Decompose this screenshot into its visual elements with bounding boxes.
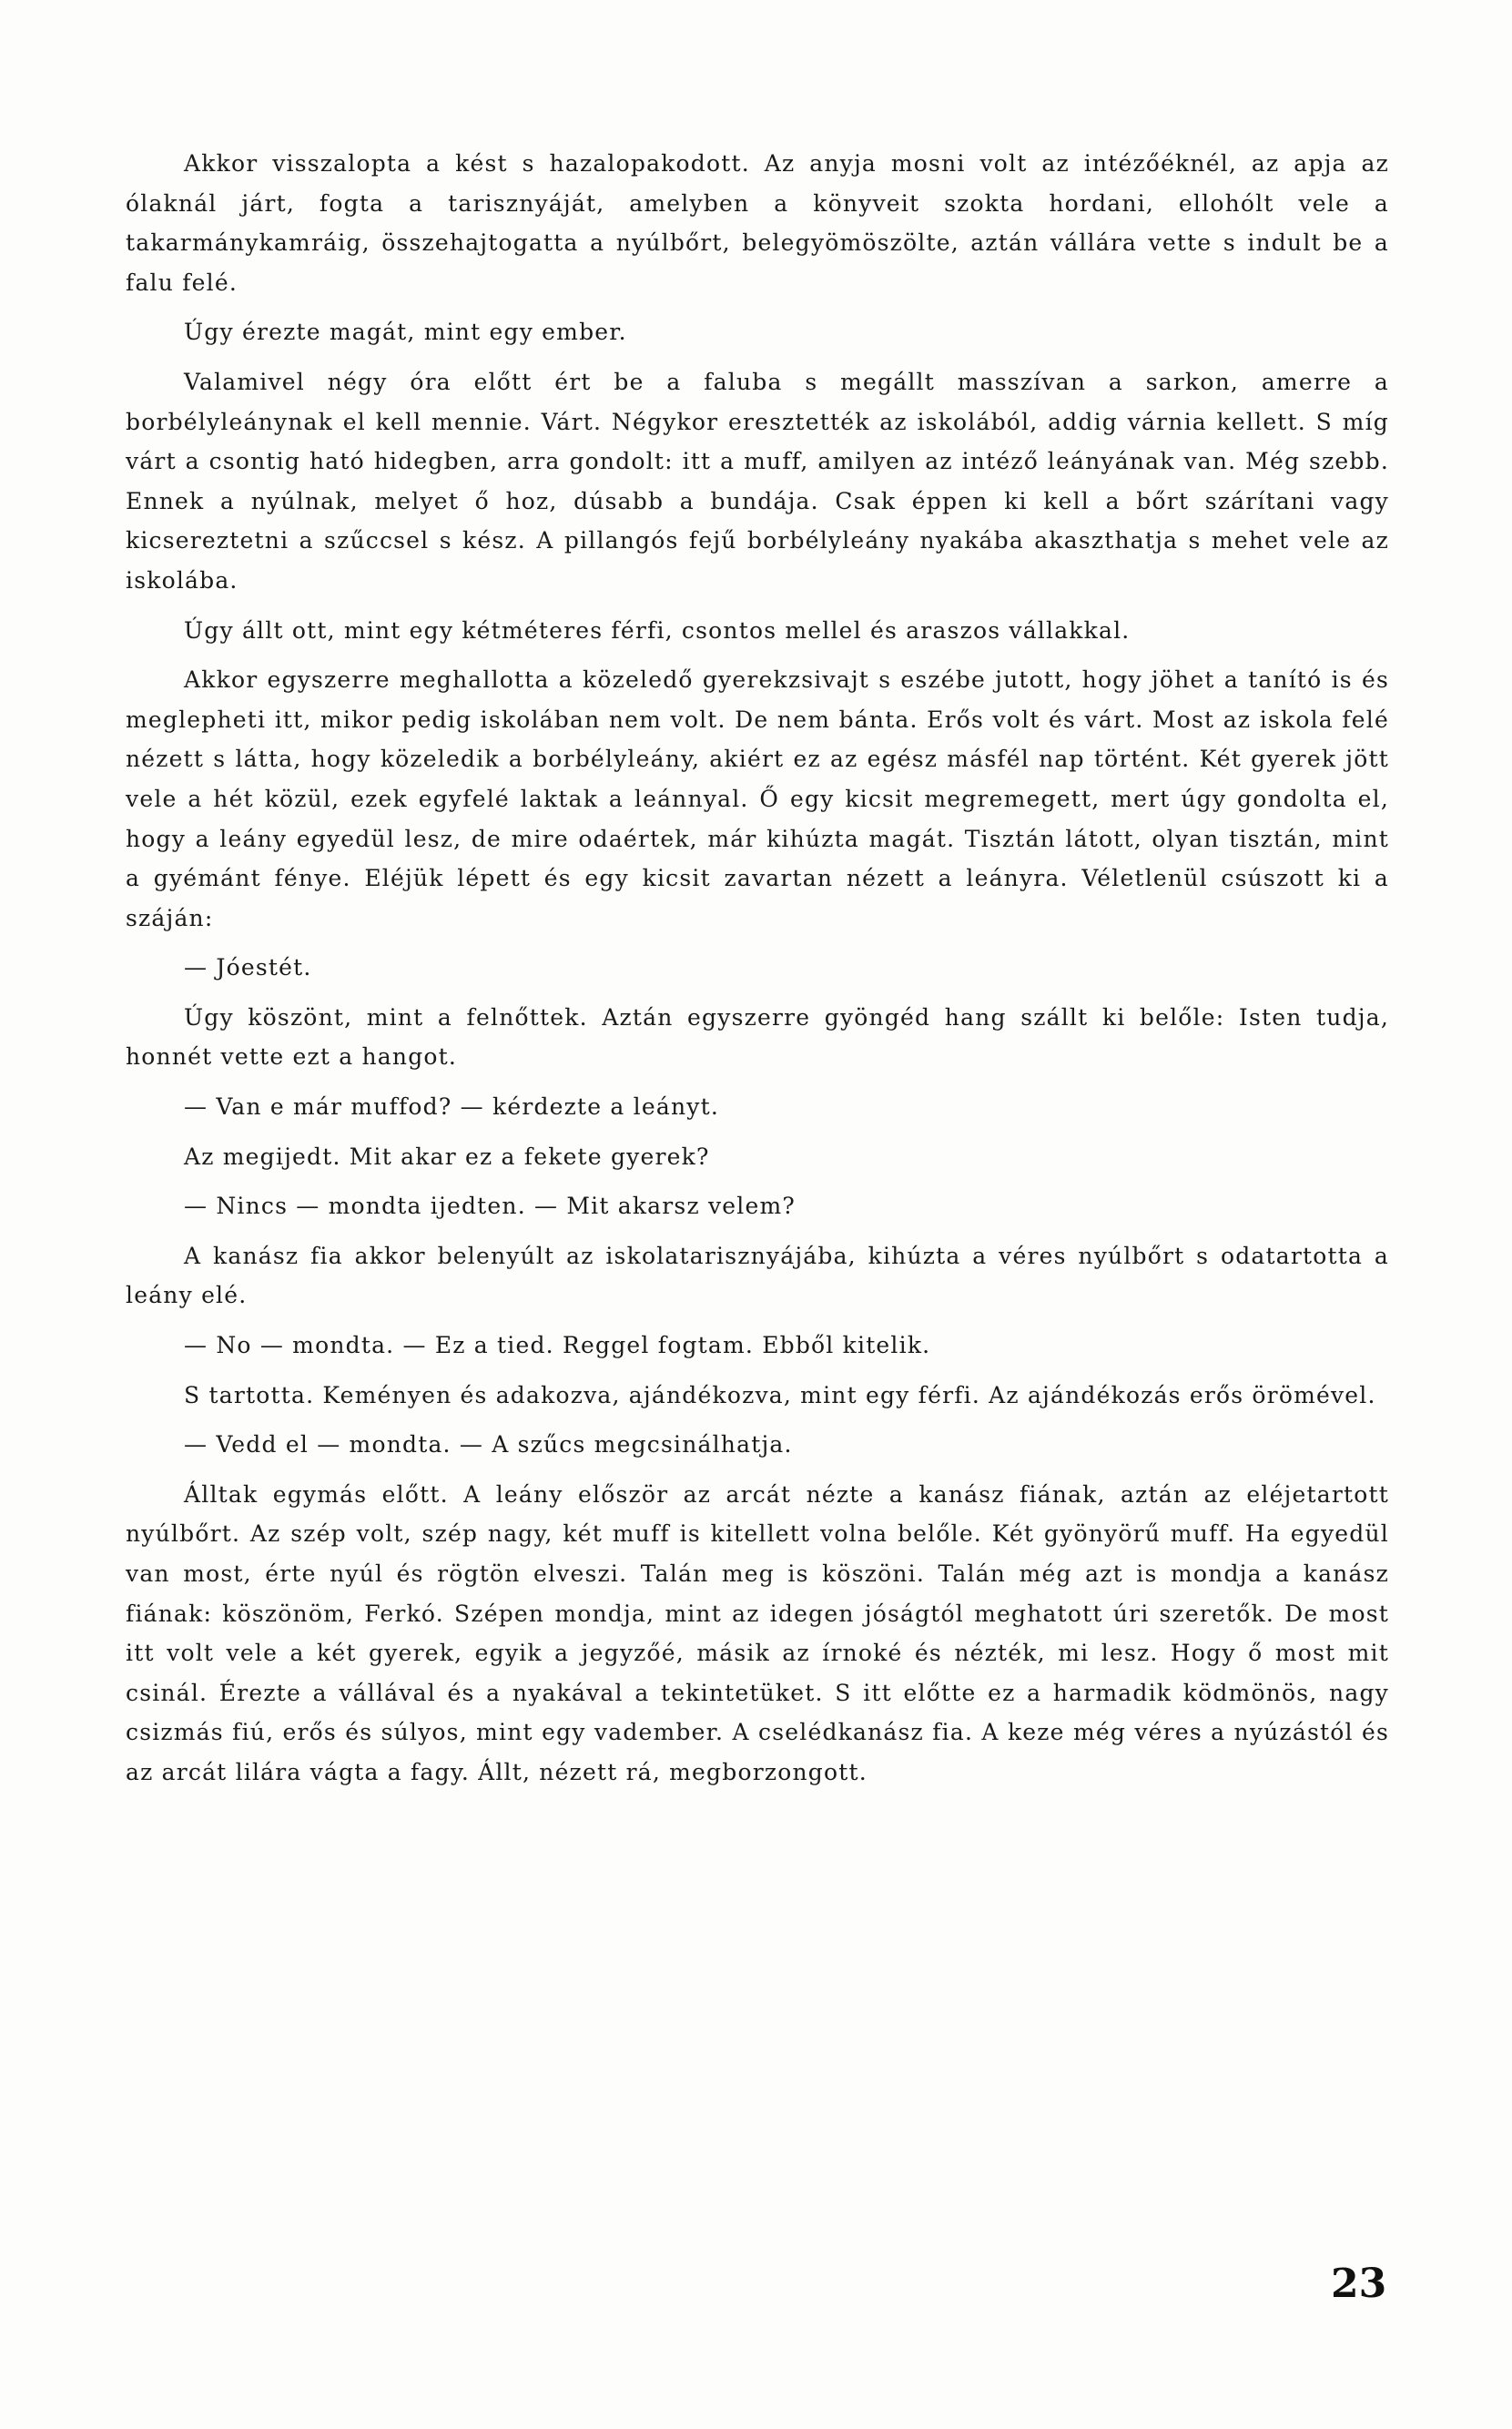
paragraph: Akkor egyszerre meghallotta a közeledő gyerekzsivajt s eszébe jutott, hogy jöhet a tanító is és meglepheti itt, mikor pedig iskolában nem volt. De nem bánta. Erős volt és várt. Most az iskola felé nézett s látta, hogy közeledik a borbélyleány, akiért ez az egész másfél nap történt. Két gyerek jött vele a hét közül, ezek egyfelé laktak a leánnyal. Ő egy kicsit megremegett, mert úgy gondolta el, hogy a leány egyedül lesz, de mire odaértek, már kihúzta magát. Tisztán látott, olyan tisztán, mint a gyémánt fénye. Eléjük lépett és egy kicsit zavartan nézett a leányra. Véletlenül csúszott ki a száján: xyxy=(126,666,1389,931)
paragraph: — Nincs — mondta ijedten. — Mit akarsz velem? xyxy=(184,1193,796,1220)
paragraph: Úgy állt ott, mint egy kétméteres férfi, csontos mellel és araszos vállakkal. xyxy=(184,616,1131,644)
paragraph: Úgy érezte magát, mint egy ember. xyxy=(184,319,627,346)
body-text xyxy=(126,144,1389,1803)
paragraph: — Van e már muffod? — kérdezte a leányt. xyxy=(184,1093,719,1121)
paragraph: Az megijedt. Mit akar ez a fekete gyerek? xyxy=(184,1143,710,1170)
paragraph: — Vedd el — mondta. — A szűcs megcsinálhatja. xyxy=(184,1431,793,1458)
paragraph: A kanász fia akkor belenyúlt az iskolatarisznyájába, kihúzta a véres nyúlbőrt s odatartotta a leány elé. xyxy=(126,1242,1389,1309)
paragraph: — Jóestét. xyxy=(184,954,312,981)
paragraph: Úgy köszönt, mint a felnőttek. Aztán egyszerre gyöngéd hang szállt ki belőle: Isten tudja, honnét vette ezt a hangot. xyxy=(126,1003,1389,1071)
paragraph: Álltak egymás előtt. A leány először az arcát nézte a kanász fiának, aztán az eléjetartott nyúlbőrt. Az szép volt, szép nagy, két muff is kitellett volna belőle. Két gyönyörű muff. Ha egyedül van most, érte nyúl és rögtön elveszi. Talán meg is köszöni. Talán még azt is mondja a kanász fiának: köszönöm, Ferkó. Szépen mondja, mint az idegen jóságtól meghatott úri szeretők. De most itt volt vele a két gyerek, egyik a jegyzőé, másik az írnoké és nézték, mi lesz. Hogy ő most mit csinál. Érezte a vállával és a nyakával a tekintetüket. S itt előtte ez a harmadik ködmönös, nagy csizmás fiú, erős és súlyos, mint egy vadember. A cselédkanász fia. A keze még véres a nyúzástól és az arcát lilára vágta a fagy. Állt, nézett rá, megborzongott. xyxy=(126,1480,1389,1785)
paragraph: — No — mondta. — Ez a tied. Reggel fogtam. Ebből kitelik. xyxy=(184,1332,931,1359)
paragraph: S tartotta. Keményen és adakozva, ajándékozva, mint egy férfi. Az ajándékozás erős örömével. xyxy=(184,1381,1376,1408)
paragraph: Akkor visszalopta a kést s hazalopakodott. Az anyja mosni volt az intézőéknél, az apja az ólaknál járt, fogta a tarisznyáját, amelyben a könyveit szokta hordani, ellohólt vele a takarmánykamráig, összehajtogatta a nyúlbőrt, belegyömöszölte, aztán vállára vette s indult be a falu felé. xyxy=(126,150,1389,296)
page-number: 23 xyxy=(1331,2261,1387,2307)
paragraph: Valamivel négy óra előtt ért be a faluba s megállt masszívan a sarkon, amerre a borbélyleánynak el kell mennie. Várt. Négykor eresztették az iskolából, addig várnia kellett. S míg várt a csontig ható hidegben, arra gondolt: itt a muff, amilyen az intéző leányának van. Még szebb. Ennek a nyúlnak, melyet ő hoz, dúsabb a bundája. Csak éppen ki kell a bőrt szárítani vagy kicsereztetni a szűccsel s kész. A pillangós fejű borbélyleány nyakába akaszthatja s mehet vele az iskolába. xyxy=(126,368,1389,594)
